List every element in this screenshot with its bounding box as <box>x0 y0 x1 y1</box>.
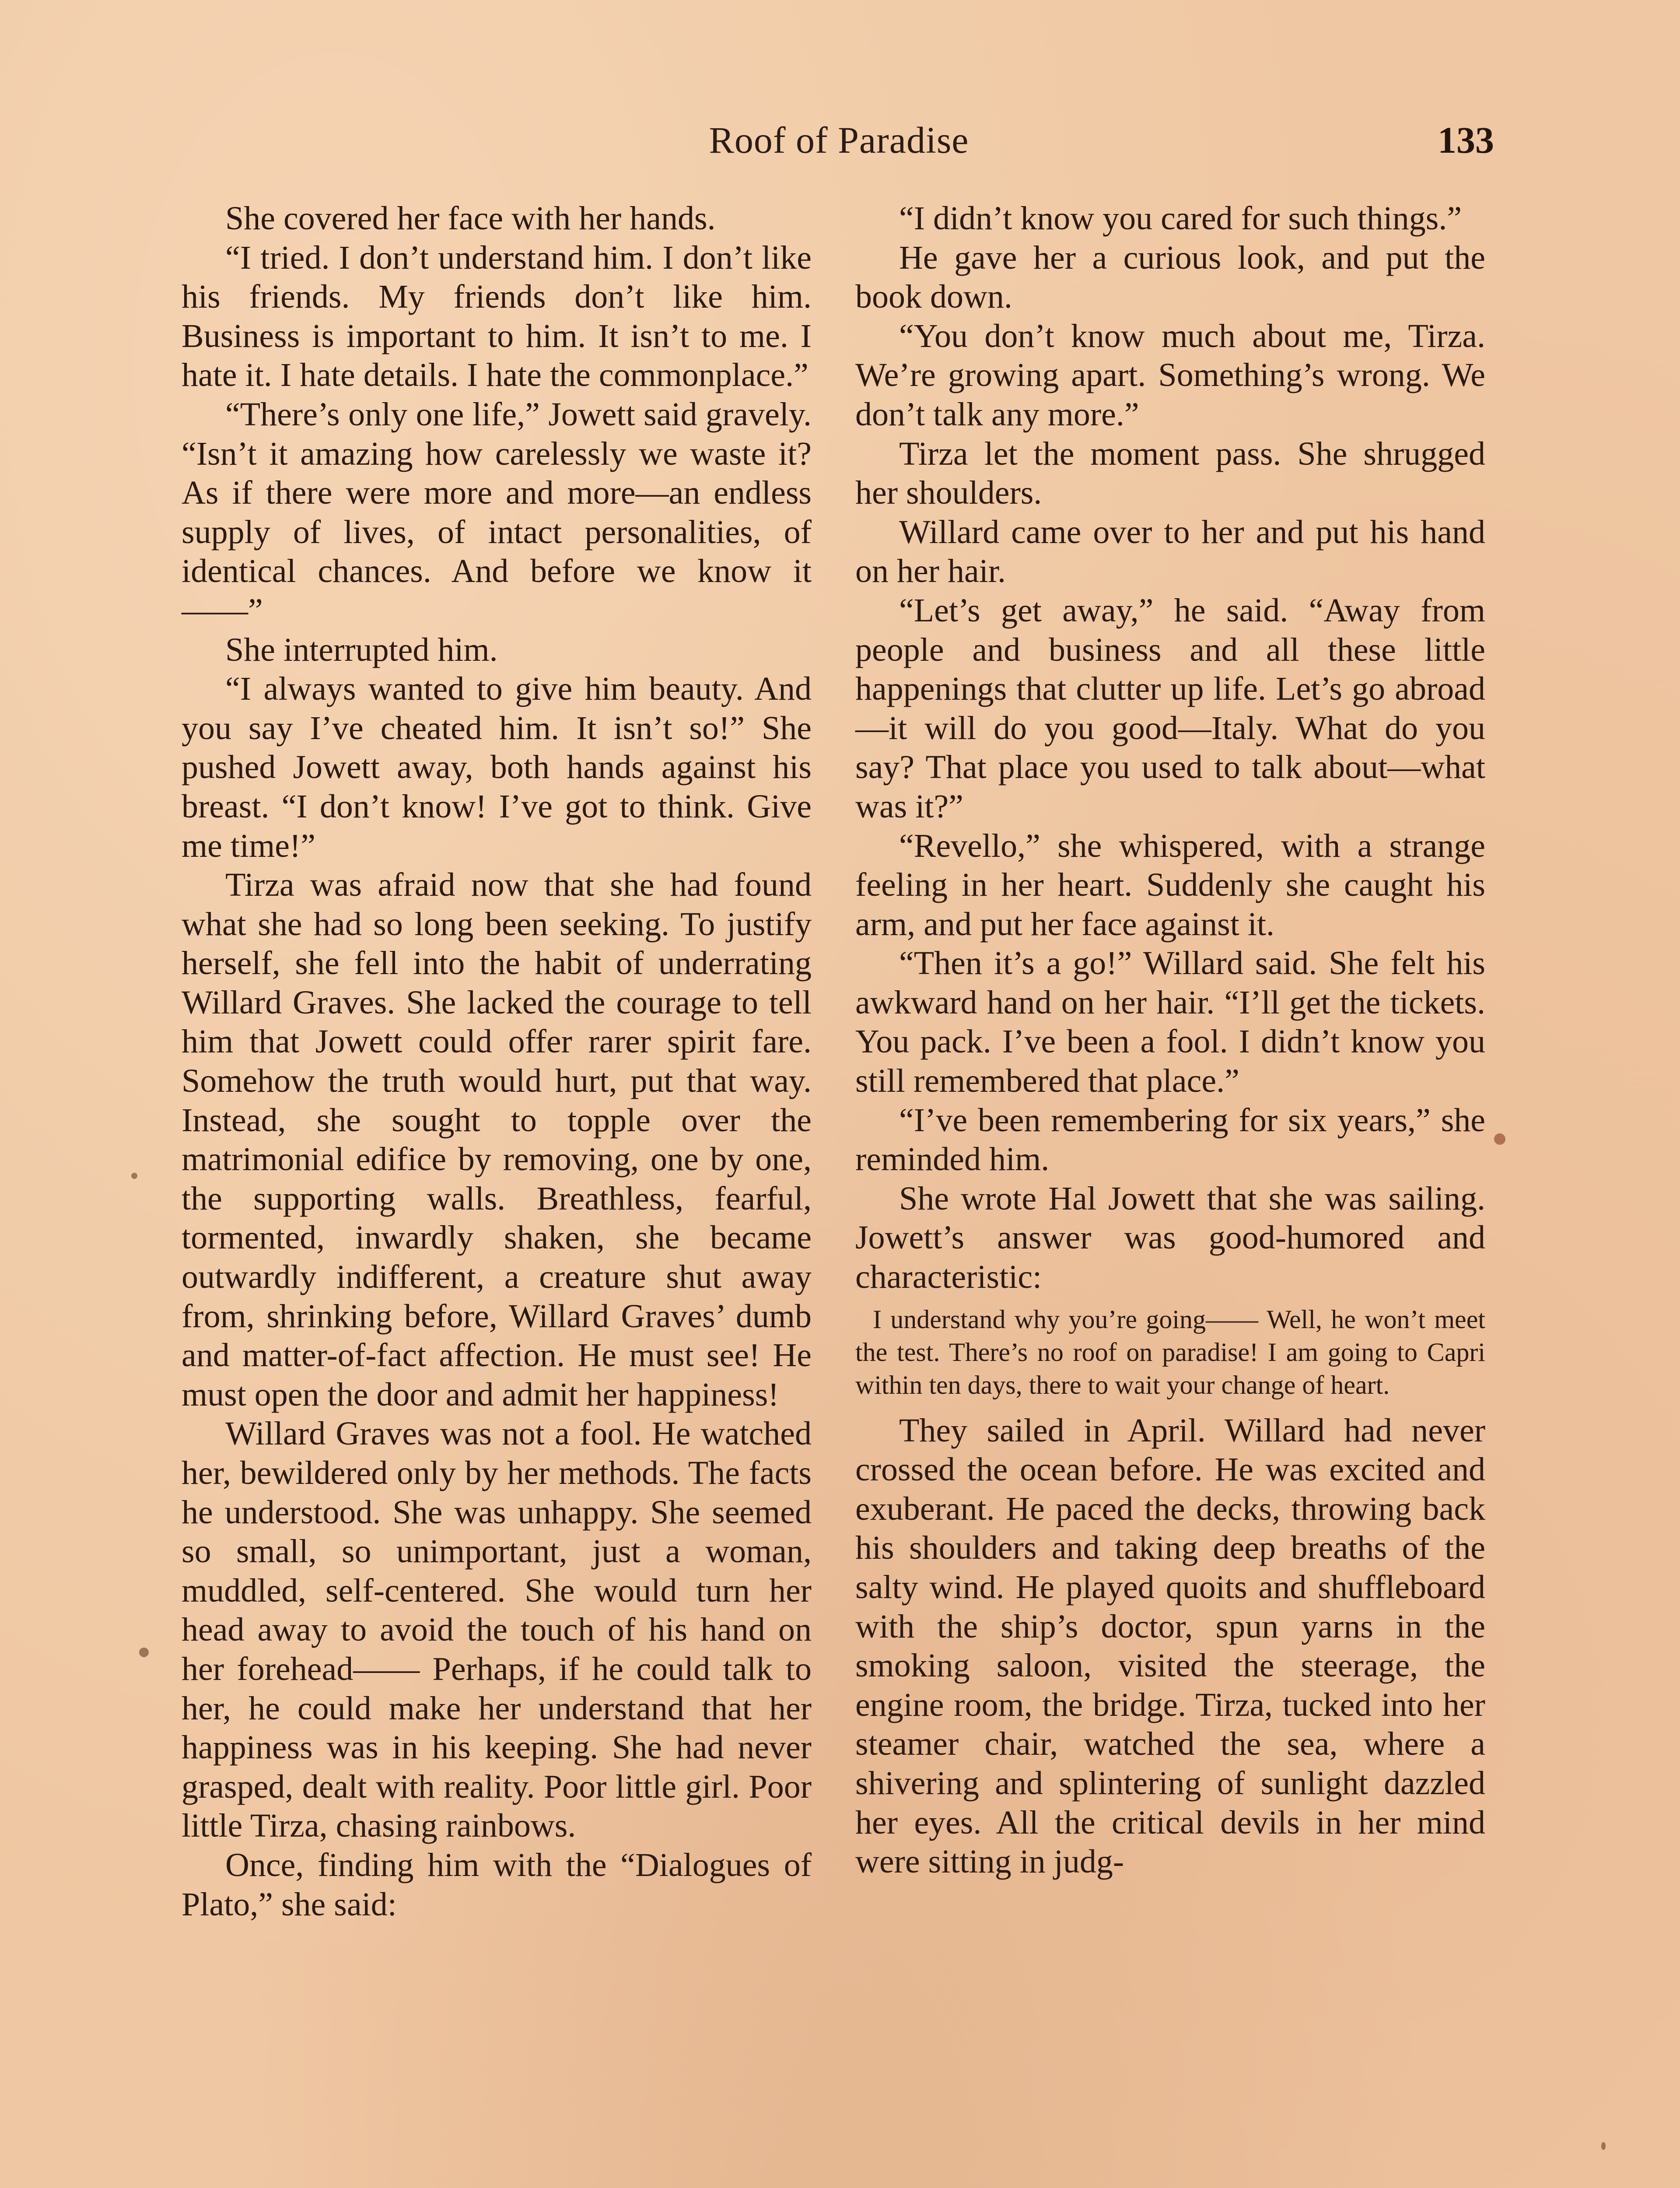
running-title: Roof of Paradise <box>709 119 969 161</box>
paragraph: “Then it’s a go!” Willard said. She felt his awkward hand on her hair. “I’ll get the tickets. You pack. I’ve been a fool. I didn’t know you still remembered that place.” <box>855 945 1485 1100</box>
paragraph: She interrupted him. <box>225 631 498 668</box>
paragraph: “There’s only one life,” Jowett said gravely. “Isn’t it amazing how carelessly we waste it? As if there were more and more—an endless supply of lives, of intact personalities, of identical chances. And before we know it——” <box>182 396 812 629</box>
paragraph: “I didn’t know you cared for such things.” <box>899 200 1462 237</box>
paragraph: “Let’s get away,” he said. “Away from people and business and all these little happenings that clutter up life. Let’s go abroad—it will do you good—Italy. What do you say? That place you used to talk about—what was it?” <box>855 592 1485 825</box>
paper-speck <box>131 1173 137 1179</box>
page-number: 133 <box>1438 119 1494 161</box>
paragraph: Tirza let the moment pass. She shrugged her shoulders. <box>855 435 1485 512</box>
paragraph: Willard Graves was not a fool. He watched her, bewildered only by her methods. The facts he understood. She was unhappy. She seemed so small, so unimportant, just a woman, muddled, self-centered. She would turn her head away to avoid the touch of his hand on her forehead—— Perhaps, if he could talk to her, he could make her understand that her happiness was in his keeping. She had never grasped, dealt with reality. Poor little girl. Poor little Tirza, chasing rainbows. <box>182 1415 812 1844</box>
left-column <box>182 199 812 1924</box>
paragraph: Once, finding him with the “Dialogues of Plato,” she said: <box>182 1846 812 1923</box>
paragraph: “I’ve been remembering for six years,” she reminded him. <box>855 1101 1485 1178</box>
right-column <box>855 199 1485 1882</box>
paper-speck <box>1601 2142 1606 2150</box>
paragraph: “I always wanted to give him beauty. And you say I’ve cheated him. It isn’t so!” She pushed Jowett away, both hands against his breast. “I don’t know! I’ve got to think. Give me time!” <box>182 670 812 864</box>
paragraph: They sailed in April. Willard had never crossed the ocean before. He was excited and exuberant. He paced the decks, throwing back his shoulders and taking deep breaths of the salty wind. He played quoits and shuffleboard with the ship’s doctor, spun yarns in the smoking saloon, visited the steerage, the engine room, the bridge. Tirza, tucked into her steamer chair, watched the sea, where a shivering and splintering of sunlight dazzled her eyes. All the critical devils in her mind were sitting in judg- <box>855 1412 1485 1880</box>
paragraph: He gave her a curious look, and put the book down. <box>855 239 1485 316</box>
paragraph: Tirza was afraid now that she had found what she had so long been seeking. To justify herself, she fell into the habit of underrating Willard Graves. She lacked the courage to tell him that Jowett could offer rarer spirit fare. Somehow the truth would hurt, put that way. Instead, she sought to topple over the matrimonial edifice by removing, one by one, the supporting walls. Breathless, fearful, tormented, inwardly shaken, she became outwardly indifferent, a creature shut away from, shrinking before, Willard Graves’ dumb and matter-of-fact affection. He must see! He must open the door and admit her happiness! <box>182 866 812 1413</box>
letter-quote: I understand why you’re going—— Well, he won’t meet the test. There’s no roof on paradise! I am going to Capri within ten days, there to wait your change of heart. <box>855 1304 1485 1399</box>
paper-speck <box>1494 1133 1505 1145</box>
paragraph: She wrote Hal Jowett that she was sailing. Jowett’s answer was good-humored and characteristic: <box>855 1180 1485 1296</box>
paragraph: “Revello,” she whispered, with a strange feeling in her heart. Suddenly she caught his arm, and put her face against it. <box>855 827 1485 943</box>
paragraph: She covered her face with her hands. <box>225 200 716 237</box>
paragraph: “I tried. I don’t understand him. I don’t like his friends. My friends don’t like him. Business is important to him. It isn’t to me. I hate it. I hate details. I hate the commonplace.” <box>182 239 812 394</box>
paragraph: “You don’t know much about me, Tirza. We’re growing apart. Something’s wrong. We don’t talk any more.” <box>855 317 1485 433</box>
paragraph: Willard came over to her and put his hand on her hair. <box>855 513 1485 590</box>
page-header <box>184 118 1494 175</box>
paper-speck <box>139 1648 149 1657</box>
